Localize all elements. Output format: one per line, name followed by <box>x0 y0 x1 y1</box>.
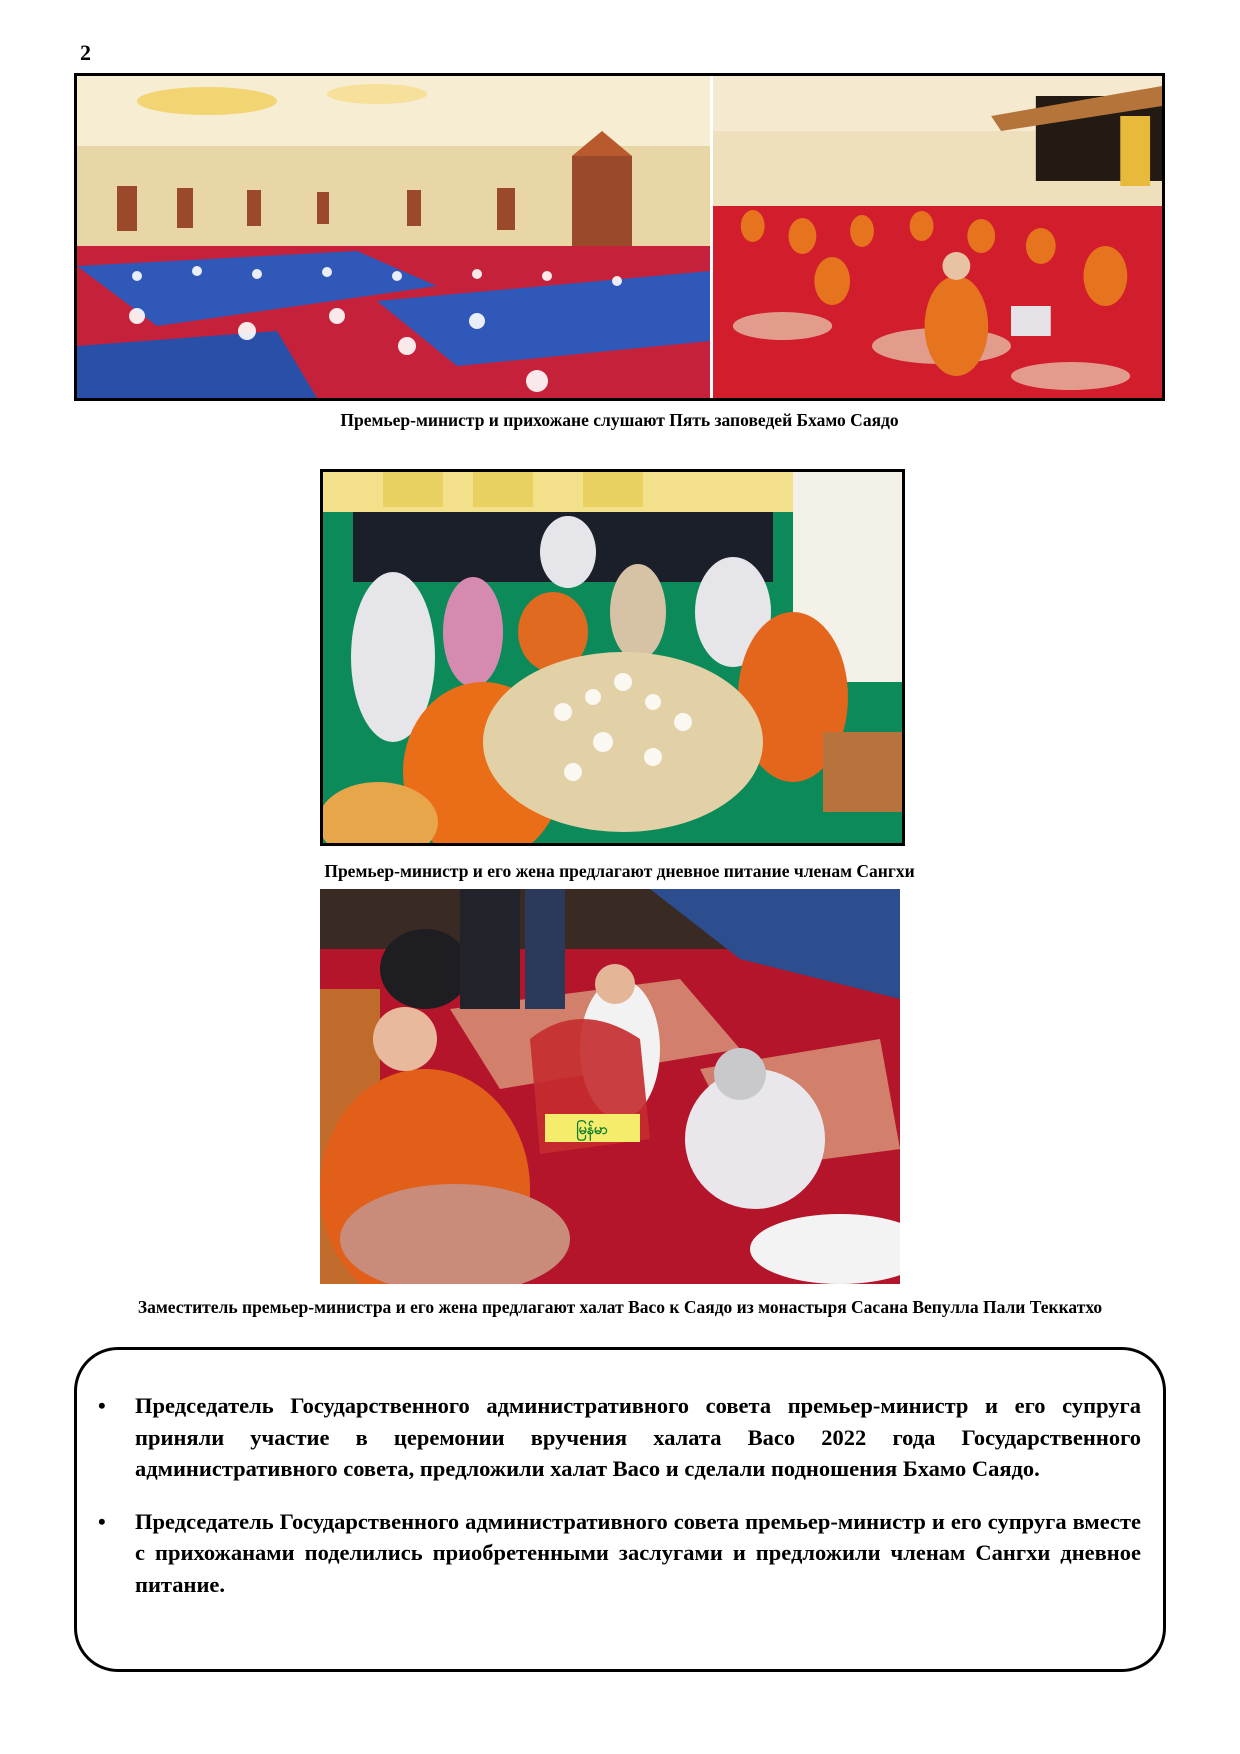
summary-item <box>98 1506 1141 1601</box>
photo-hall-laypeople <box>77 76 710 398</box>
photo-robe-offering <box>320 889 900 1284</box>
summary-list <box>98 1390 1141 1621</box>
offering-basket-label: မြန်မာ <box>576 1122 608 1138</box>
page-number: 2 <box>80 40 91 65</box>
summary-box <box>74 1347 1166 1672</box>
caption-robe: Заместитель премьер-министра и его жена предлагают халат Васо к Саядо из монастыря Сасана Вепулла Пали Теккатхо <box>137 1297 1103 1317</box>
photo-hall-ceremony <box>74 73 1165 401</box>
bullet-icon: • <box>98 1508 106 1534</box>
summary-item-text: Председатель Государственного административного совета премьер-министр и его супруга приняли участие в церемонии вручения халата Васо 2022 года Государственного административного совета, предложили халат Васо и сделали подношения Бхамо Саядо. <box>135 1393 1141 1481</box>
caption-meal: Премьер-министр и его жена предлагают дневное питание членам Сангхи <box>324 861 915 881</box>
bullet-icon: • <box>98 1393 106 1418</box>
caption-hall: Премьер-министр и прихожане слушают Пять заповедей Бхамо Саядо <box>340 410 899 430</box>
photo-hall-monks <box>713 76 1162 398</box>
summary-item <box>98 1390 1141 1485</box>
summary-item-text: Председатель Государственного административного совета премьер-министр и его супруга вместе с прихожанами поделились приобретенными заслугами и предложили членам Сангхи дневное питание. <box>135 1508 1141 1597</box>
photo-meal-offering <box>320 469 905 846</box>
